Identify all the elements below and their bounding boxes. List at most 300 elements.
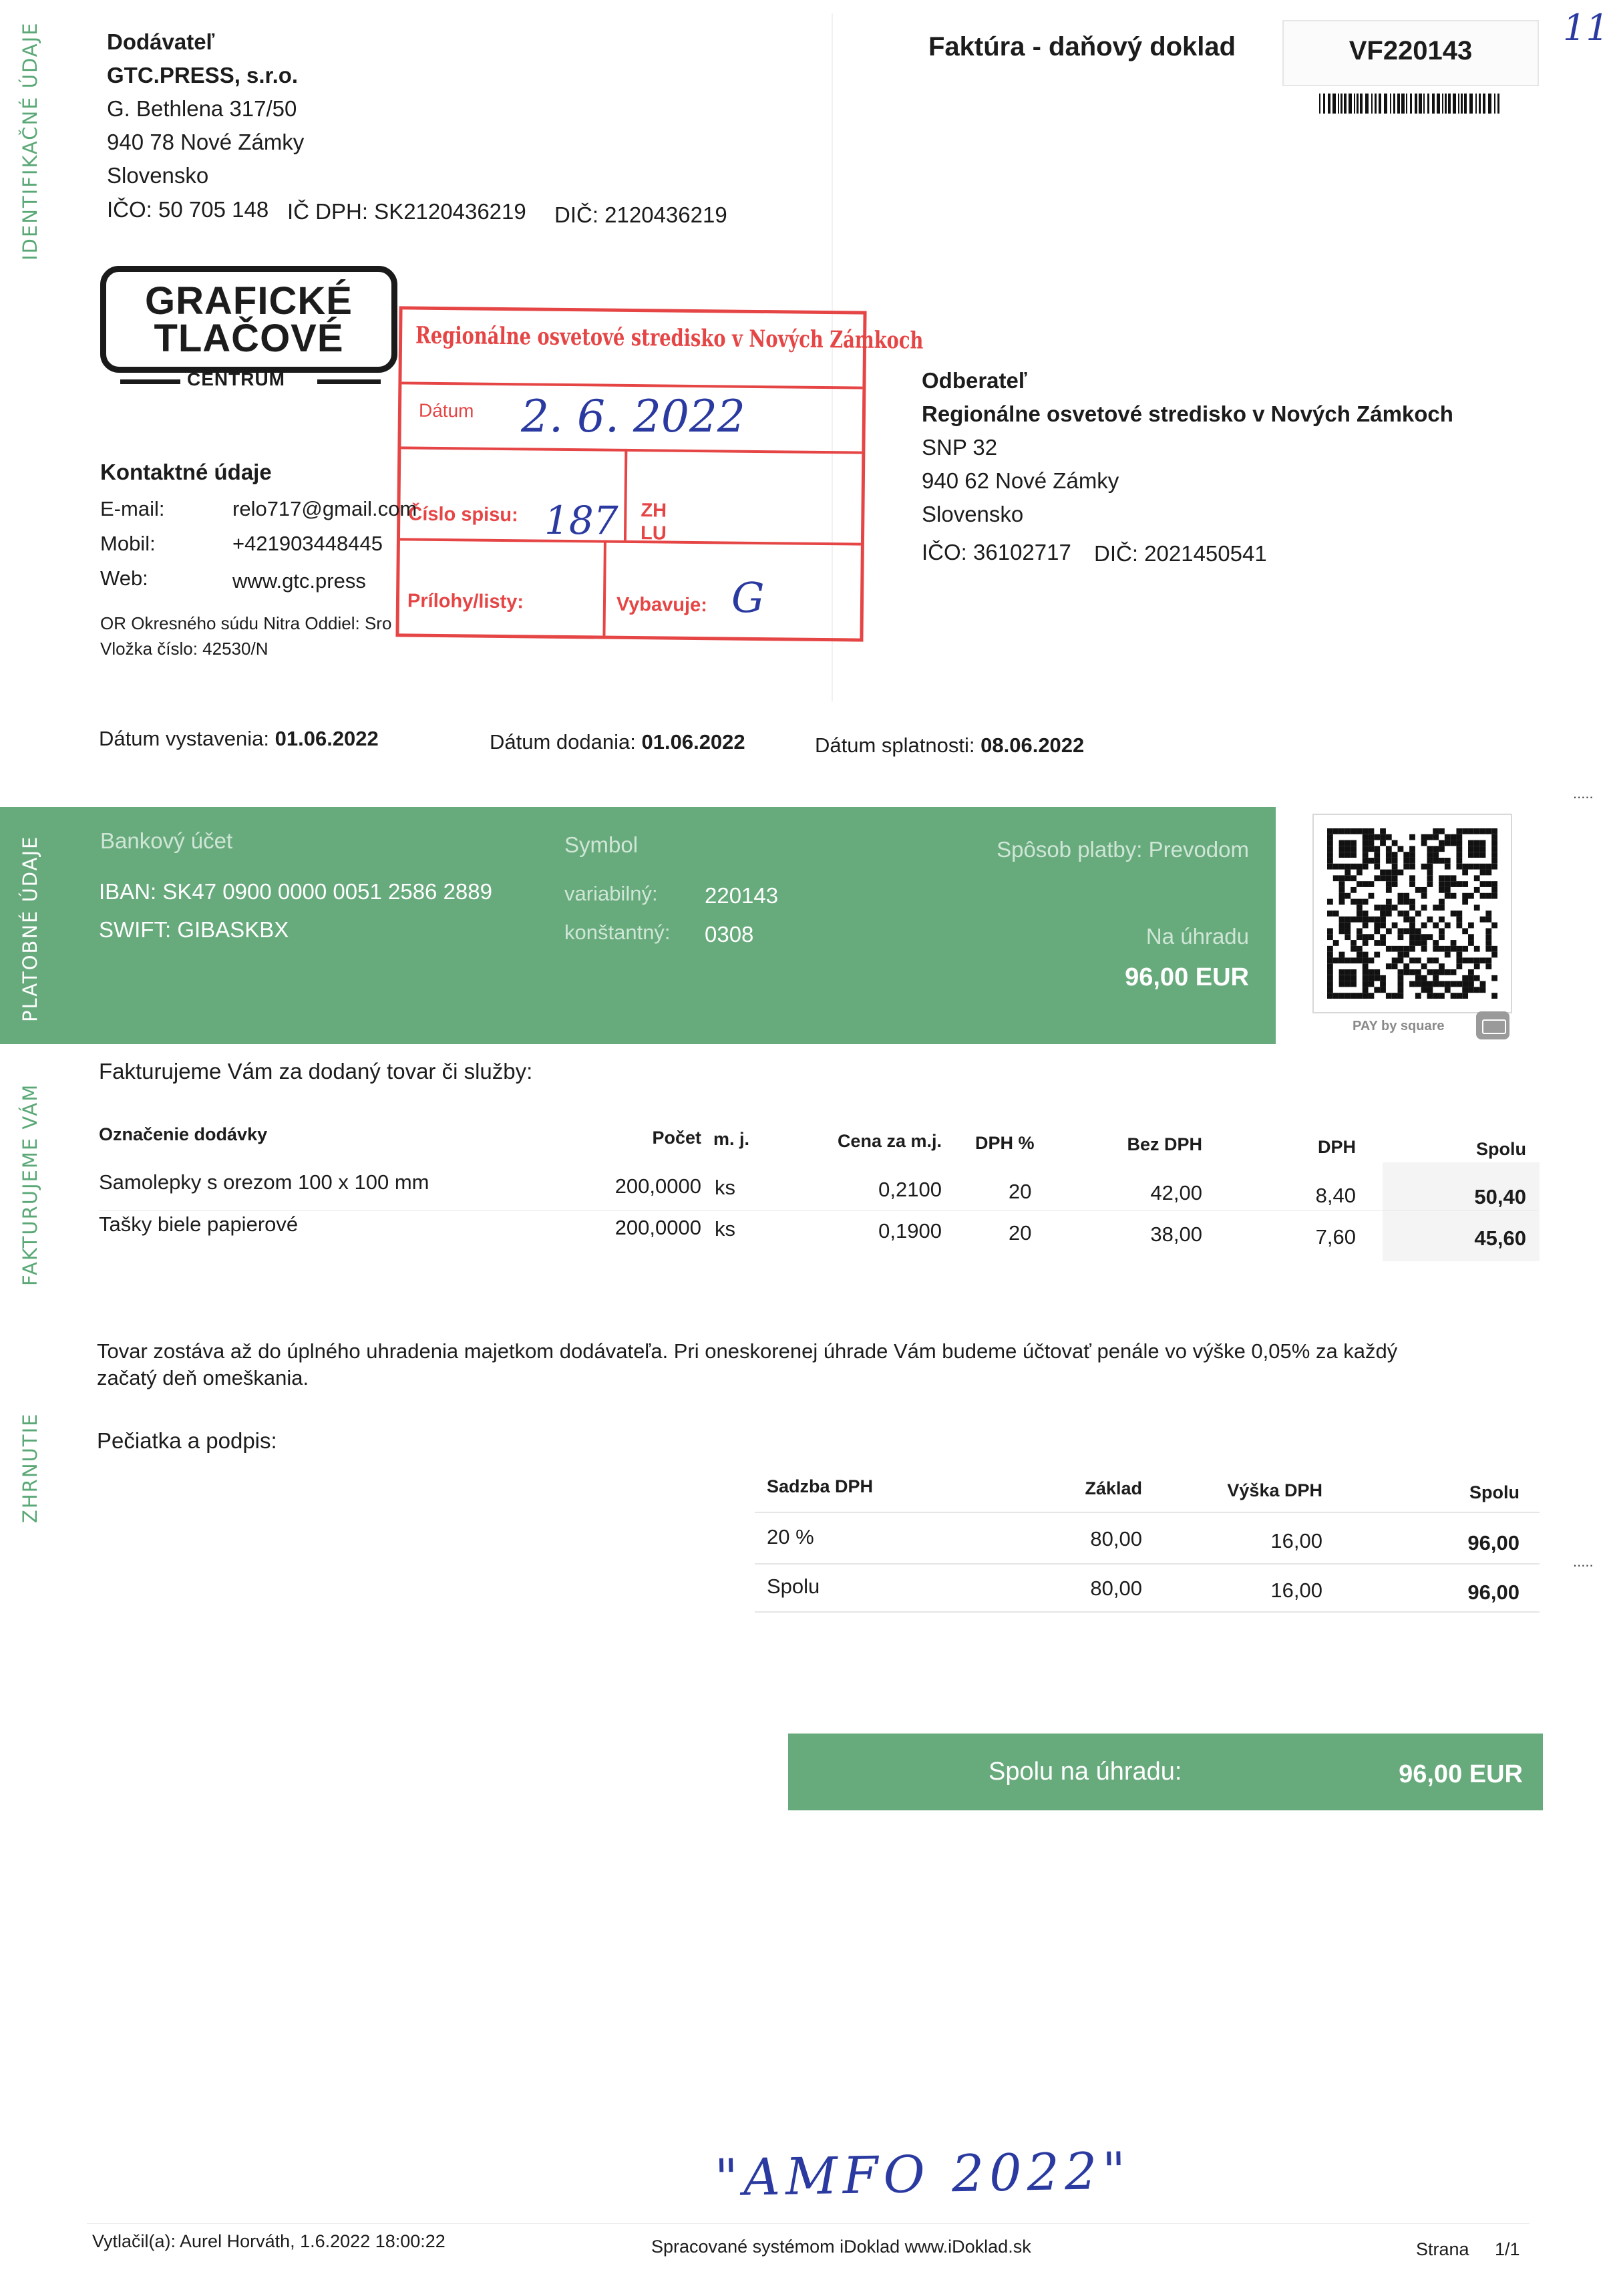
- contact-mobile: +421903448445: [232, 532, 383, 555]
- qr-module: [1433, 957, 1439, 963]
- qr-module: [1398, 981, 1404, 987]
- contact-web-label: Web:: [100, 566, 148, 590]
- qr-module: [1327, 840, 1333, 846]
- qr-module: [1380, 981, 1386, 987]
- qr-module: [1439, 946, 1445, 952]
- qr-module: [1491, 887, 1497, 893]
- qr-module: [1345, 981, 1351, 987]
- col-header-total: Spolu: [1476, 1139, 1526, 1159]
- qr-module: [1403, 963, 1409, 969]
- contact-email-label: E-mail:: [100, 497, 165, 520]
- barcode-bar: [1469, 94, 1473, 114]
- qr-module: [1363, 981, 1369, 987]
- qr-module: [1415, 928, 1421, 934]
- qr-module: [1351, 846, 1357, 852]
- qr-module: [1451, 840, 1457, 846]
- qr-module: [1345, 828, 1351, 834]
- card-icon: [1476, 1011, 1509, 1039]
- qr-module: [1380, 911, 1386, 917]
- qr-module: [1468, 981, 1474, 987]
- qr-module: [1327, 899, 1333, 905]
- iban: IBAN: SK47 0900 0000 0051 2586 2889: [99, 879, 492, 904]
- qr-module: [1392, 875, 1398, 881]
- qr-module: [1351, 957, 1357, 963]
- to-pay-value: 96,00 EUR: [1125, 963, 1249, 991]
- qr-module: [1480, 864, 1486, 870]
- qr-module: [1474, 957, 1480, 963]
- qr-module: [1439, 934, 1445, 940]
- date-delivery: [490, 730, 745, 754]
- qr-module: [1468, 828, 1474, 834]
- qr-module: [1369, 846, 1375, 852]
- qr-module: [1403, 917, 1409, 923]
- qr-module: [1380, 940, 1386, 946]
- qr-module: [1451, 946, 1457, 952]
- qr-module: [1433, 923, 1439, 929]
- qr-module: [1398, 893, 1404, 899]
- qr-module: [1380, 870, 1386, 876]
- qr-module: [1339, 969, 1345, 975]
- qr-module: [1485, 828, 1491, 834]
- qr-module: [1421, 923, 1427, 929]
- qr-module: [1439, 981, 1445, 987]
- qr-module: [1363, 952, 1369, 958]
- qr-module: [1445, 887, 1451, 893]
- qr-module: [1409, 940, 1415, 946]
- qr-module: [1415, 940, 1421, 946]
- qr-module: [1427, 987, 1433, 993]
- side-label-summary: ZHRNUTIE: [19, 1412, 41, 1523]
- qr-module: [1363, 940, 1369, 946]
- qr-module: [1427, 993, 1433, 999]
- qr-module: [1485, 934, 1491, 940]
- qr-module: [1386, 875, 1392, 881]
- qr-module: [1386, 846, 1392, 852]
- qr-module: [1345, 846, 1351, 852]
- qr-module: [1439, 881, 1445, 887]
- vat-row2-base: 80,00: [1090, 1577, 1142, 1600]
- qr-module: [1386, 993, 1392, 999]
- qr-module: [1485, 864, 1491, 870]
- vat-row1-base: 80,00: [1090, 1527, 1142, 1550]
- vat-header-vat: Výška DPH: [1227, 1480, 1322, 1500]
- stamp-attachments-label: Prílohy/listy:: [407, 590, 524, 613]
- qr-module: [1468, 852, 1474, 858]
- qr-module: [1474, 905, 1480, 911]
- qr-module: [1351, 828, 1357, 834]
- qr-module: [1363, 881, 1369, 887]
- document-number-box: [1282, 20, 1539, 86]
- qr-module: [1392, 993, 1398, 999]
- qr-module: [1427, 846, 1433, 852]
- qr-module: [1462, 870, 1468, 876]
- qr-module: [1398, 993, 1404, 999]
- qr-module: [1468, 923, 1474, 929]
- handwritten-page-number: 11: [1563, 7, 1609, 49]
- qr-module: [1392, 852, 1398, 858]
- total-due-value: 96,00 EUR: [1399, 1760, 1523, 1788]
- qr-module: [1380, 834, 1386, 840]
- qr-module: [1439, 899, 1445, 905]
- vat-header-base: Základ: [1085, 1478, 1142, 1498]
- logo-line3: CENTRUM: [187, 369, 285, 389]
- qr-module: [1363, 864, 1369, 870]
- barcode: [1319, 94, 1503, 114]
- vat-bottom-rule: [755, 1611, 1540, 1613]
- qr-module: [1327, 957, 1333, 963]
- row2-qty: 200,0000: [614, 1216, 701, 1239]
- supplier-city: 940 78 Nové Zámky: [107, 130, 305, 154]
- qr-module: [1363, 911, 1369, 917]
- barcode-bar: [1323, 94, 1325, 114]
- vat-row2-total: 96,00: [1467, 1581, 1519, 1604]
- qr-module: [1415, 957, 1421, 963]
- qr-module: [1439, 828, 1445, 834]
- qr-module: [1403, 858, 1409, 864]
- qr-module: [1421, 963, 1427, 969]
- qr-module: [1403, 899, 1409, 905]
- qr-module: [1474, 864, 1480, 870]
- qr-code-frame: [1312, 814, 1512, 1013]
- qr-module: [1339, 923, 1345, 929]
- barcode-bar: [1437, 94, 1440, 114]
- company-logo: [100, 266, 397, 373]
- qr-module: [1409, 946, 1415, 952]
- qr-module: [1451, 893, 1457, 899]
- row1-item: Samolepky s orezom 100 x 100 mm: [99, 1170, 429, 1194]
- registry-stamp: [395, 306, 924, 641]
- qr-module: [1357, 957, 1363, 963]
- qr-module: [1369, 917, 1375, 923]
- date-issued: [99, 727, 379, 751]
- qr-module: [1462, 864, 1468, 870]
- qr-module: [1485, 917, 1491, 923]
- qr-module: [1369, 828, 1375, 834]
- qr-module: [1421, 887, 1427, 893]
- barcode-bar: [1375, 94, 1377, 114]
- qr-module: [1485, 940, 1491, 946]
- payment-method: Spôsob platby: Prevodom: [997, 837, 1249, 862]
- qr-module: [1433, 981, 1439, 987]
- qr-module: [1345, 934, 1351, 940]
- qr-module: [1345, 923, 1351, 929]
- qr-module: [1333, 957, 1339, 963]
- barcode-bar: [1475, 94, 1477, 114]
- qr-module: [1445, 946, 1451, 952]
- row1-net: 42,00: [1150, 1181, 1202, 1204]
- barcode-bar: [1483, 94, 1485, 114]
- qr-module: [1445, 875, 1451, 881]
- qr-module: [1491, 828, 1497, 834]
- qr-module: [1345, 864, 1351, 870]
- qr-module: [1474, 828, 1480, 834]
- qr-module: [1339, 928, 1345, 934]
- qr-module: [1403, 893, 1409, 899]
- qr-module: [1491, 881, 1497, 887]
- qr-module: [1333, 864, 1339, 870]
- qr-module: [1491, 864, 1497, 870]
- qr-module: [1339, 957, 1345, 963]
- qr-module: [1374, 834, 1380, 840]
- qr-module: [1480, 828, 1486, 834]
- to-pay-label: Na úhradu: [1145, 924, 1249, 949]
- qr-module: [1485, 893, 1491, 899]
- qr-module: [1363, 934, 1369, 940]
- qr-module: [1380, 987, 1386, 993]
- qr-module: [1468, 934, 1474, 940]
- barcode-bar: [1357, 94, 1359, 114]
- customer-dic: DIČ: 2021450541: [1094, 541, 1267, 566]
- qr-module: [1491, 893, 1497, 899]
- row2-vat-pct: 20: [1009, 1221, 1032, 1245]
- qr-module: [1351, 864, 1357, 870]
- document-number: VF220143: [1349, 36, 1473, 65]
- qr-module: [1369, 934, 1375, 940]
- row1-qty: 200,0000: [614, 1174, 701, 1198]
- barcode-bar: [1442, 94, 1443, 114]
- qr-module: [1380, 923, 1386, 929]
- qr-module: [1415, 975, 1421, 981]
- qr-module: [1456, 864, 1462, 870]
- qr-module: [1369, 858, 1375, 864]
- qr-module: [1451, 875, 1457, 881]
- qr-module: [1327, 981, 1333, 987]
- qr-module: [1439, 993, 1445, 999]
- qr-module: [1480, 981, 1486, 987]
- qr-module: [1392, 923, 1398, 929]
- qr-module: [1427, 981, 1433, 987]
- supplier-ico: IČO: 50 705 148: [107, 197, 269, 222]
- row1-vat: 8,40: [1315, 1184, 1356, 1207]
- barcode-bar: [1365, 94, 1369, 114]
- stamp-rule-3: [400, 538, 861, 545]
- qr-module: [1386, 905, 1392, 911]
- barcode-bar: [1397, 94, 1400, 114]
- qr-module: [1456, 993, 1462, 999]
- qr-module: [1380, 828, 1386, 834]
- qr-module: [1427, 870, 1433, 876]
- qr-module: [1380, 840, 1386, 846]
- qr-module: [1485, 870, 1491, 876]
- qr-module: [1357, 870, 1363, 876]
- qr-module: [1363, 987, 1369, 993]
- qr-module: [1386, 946, 1392, 952]
- qr-module: [1409, 917, 1415, 923]
- ownership-note-line1: Tovar zostáva až do úplného uhradenia majetkom dodávateľa. Pri oneskorenej úhrade Vám budeme účtovať penále vo výške 0,05% za každý: [97, 1339, 1398, 1363]
- qr-module: [1363, 899, 1369, 905]
- qr-module: [1403, 928, 1409, 934]
- date-due-value: 08.06.2022: [980, 733, 1085, 757]
- qr-module: [1445, 987, 1451, 993]
- qr-module: [1351, 969, 1357, 975]
- qr-module: [1380, 905, 1386, 911]
- qr-module: [1380, 875, 1386, 881]
- qr-module: [1421, 987, 1427, 993]
- stamp-file-label: Číslo spisu:: [408, 503, 518, 526]
- qr-module: [1363, 923, 1369, 929]
- qr-module: [1445, 881, 1451, 887]
- qr-module: [1369, 975, 1375, 981]
- supplier-dic: DIČ: 2120436219: [554, 202, 727, 227]
- qr-module: [1468, 940, 1474, 946]
- qr-module: [1392, 840, 1398, 846]
- stamp-handles-value: G: [731, 573, 765, 622]
- date-issued-value: 01.06.2022: [275, 727, 379, 750]
- qr-module: [1339, 981, 1345, 987]
- date-issued-label: Dátum vystavenia:: [99, 727, 269, 750]
- qr-module: [1374, 917, 1380, 923]
- barcode-bar: [1415, 94, 1417, 114]
- pay-by-square-label: PAY by square: [1353, 1019, 1445, 1033]
- qr-module: [1421, 840, 1427, 846]
- stamp-vertical-rule-2: [602, 540, 606, 636]
- qr-module: [1421, 934, 1427, 940]
- logo-line2: TLAČOVÉ: [154, 317, 344, 360]
- qr-module: [1327, 952, 1333, 958]
- qr-module: [1363, 957, 1369, 963]
- qr-module: [1433, 905, 1439, 911]
- qr-module: [1421, 981, 1427, 987]
- qr-module: [1491, 846, 1497, 852]
- qr-module: [1409, 846, 1415, 852]
- side-label-payment: PLATOBNÉ ÚDAJE: [19, 835, 41, 1022]
- barcode-bar: [1340, 94, 1343, 114]
- vat-row2-rate: Spolu: [767, 1575, 820, 1598]
- qr-module: [1357, 864, 1363, 870]
- qr-module: [1445, 969, 1451, 975]
- qr-module: [1363, 858, 1369, 864]
- qr-module: [1409, 875, 1415, 881]
- qr-module: [1392, 870, 1398, 876]
- qr-module: [1363, 846, 1369, 852]
- symbol-label: Symbol: [564, 832, 639, 857]
- qr-module: [1374, 928, 1380, 934]
- barcode-bar: [1338, 94, 1339, 114]
- qr-module: [1468, 987, 1474, 993]
- vat-row1-rate: 20 %: [767, 1525, 814, 1548]
- qr-module: [1398, 934, 1404, 940]
- qr-module: [1339, 899, 1345, 905]
- qr-module: [1480, 893, 1486, 899]
- qr-module: [1386, 911, 1392, 917]
- barcode-bar: [1432, 94, 1435, 114]
- qr-module: [1462, 881, 1468, 887]
- footer-page-value: 1/1: [1495, 2239, 1520, 2259]
- qr-module: [1427, 969, 1433, 975]
- footer-system: Spracované systémom iDoklad www.iDoklad.sk: [651, 2237, 1031, 2257]
- qr-module: [1374, 905, 1380, 911]
- qr-module: [1474, 963, 1480, 969]
- qr-module: [1403, 952, 1409, 958]
- qr-module: [1357, 905, 1363, 911]
- barcode-bar: [1344, 94, 1347, 114]
- qr-module: [1415, 993, 1421, 999]
- qr-module: [1480, 840, 1486, 846]
- qr-module: [1392, 858, 1398, 864]
- qr-module: [1415, 887, 1421, 893]
- qr-module: [1357, 917, 1363, 923]
- dots-top: .....: [1573, 785, 1594, 802]
- qr-module: [1345, 875, 1351, 881]
- qr-module: [1374, 923, 1380, 929]
- qr-module: [1421, 834, 1427, 840]
- qr-module: [1363, 963, 1369, 969]
- qr-module: [1351, 887, 1357, 893]
- qr-module: [1374, 987, 1380, 993]
- qr-module: [1439, 840, 1445, 846]
- qr-module: [1480, 870, 1486, 876]
- qr-module: [1333, 875, 1339, 881]
- dots-mid: .....: [1573, 1553, 1594, 1570]
- qr-module: [1333, 993, 1339, 999]
- qr-module: [1386, 858, 1392, 864]
- stamp-title: Regionálne osvetové stredisko v Nových Zámkoch: [415, 321, 924, 355]
- qr-module: [1398, 846, 1404, 852]
- qr-module: [1345, 928, 1351, 934]
- qr-module: [1409, 852, 1415, 858]
- qr-module: [1398, 952, 1404, 958]
- payment-band: [0, 807, 1276, 1044]
- barcode-bar: [1349, 94, 1352, 114]
- date-due: [815, 733, 1084, 758]
- row2-vat: 7,60: [1315, 1225, 1356, 1249]
- stamp-vertical-rule: [624, 449, 627, 540]
- customer-block: [922, 364, 1453, 531]
- qr-module: [1333, 940, 1339, 946]
- qr-module: [1433, 846, 1439, 852]
- qr-module: [1339, 952, 1345, 958]
- qr-module: [1351, 975, 1357, 981]
- qr-module: [1409, 905, 1415, 911]
- signature-label: Pečiatka a podpis:: [97, 1428, 277, 1453]
- qr-module: [1374, 875, 1380, 881]
- qr-module: [1363, 969, 1369, 975]
- qr-module: [1439, 963, 1445, 969]
- qr-module: [1345, 840, 1351, 846]
- qr-module: [1392, 905, 1398, 911]
- qr-module: [1386, 881, 1392, 887]
- qr-module: [1456, 834, 1462, 840]
- customer-country: Slovensko: [922, 502, 1024, 526]
- supplier-block: [107, 25, 304, 192]
- qr-module: [1327, 946, 1333, 952]
- qr-module: [1409, 957, 1415, 963]
- barcode-bar: [1464, 94, 1467, 114]
- qr-module: [1374, 852, 1380, 858]
- qr-module: [1433, 993, 1439, 999]
- qr-module: [1427, 881, 1433, 887]
- qr-module: [1480, 852, 1486, 858]
- qr-module: [1357, 946, 1363, 952]
- qr-module: [1439, 928, 1445, 934]
- qr-module: [1427, 917, 1433, 923]
- qr-module: [1357, 993, 1363, 999]
- qr-module: [1327, 969, 1333, 975]
- qr-module: [1345, 852, 1351, 858]
- qr-module: [1363, 852, 1369, 858]
- row2-total: 45,60: [1474, 1226, 1526, 1250]
- qr-module: [1415, 911, 1421, 917]
- qr-module: [1491, 946, 1497, 952]
- qr-module: [1357, 952, 1363, 958]
- barcode-bar: [1332, 94, 1336, 114]
- stamp-code: ZH LU: [640, 500, 667, 544]
- qr-module: [1374, 846, 1380, 852]
- qr-module: [1409, 969, 1415, 975]
- ownership-note-line2: začatý deň omeškania.: [97, 1366, 309, 1389]
- qr-module: [1369, 893, 1375, 899]
- qr-module: [1374, 940, 1380, 946]
